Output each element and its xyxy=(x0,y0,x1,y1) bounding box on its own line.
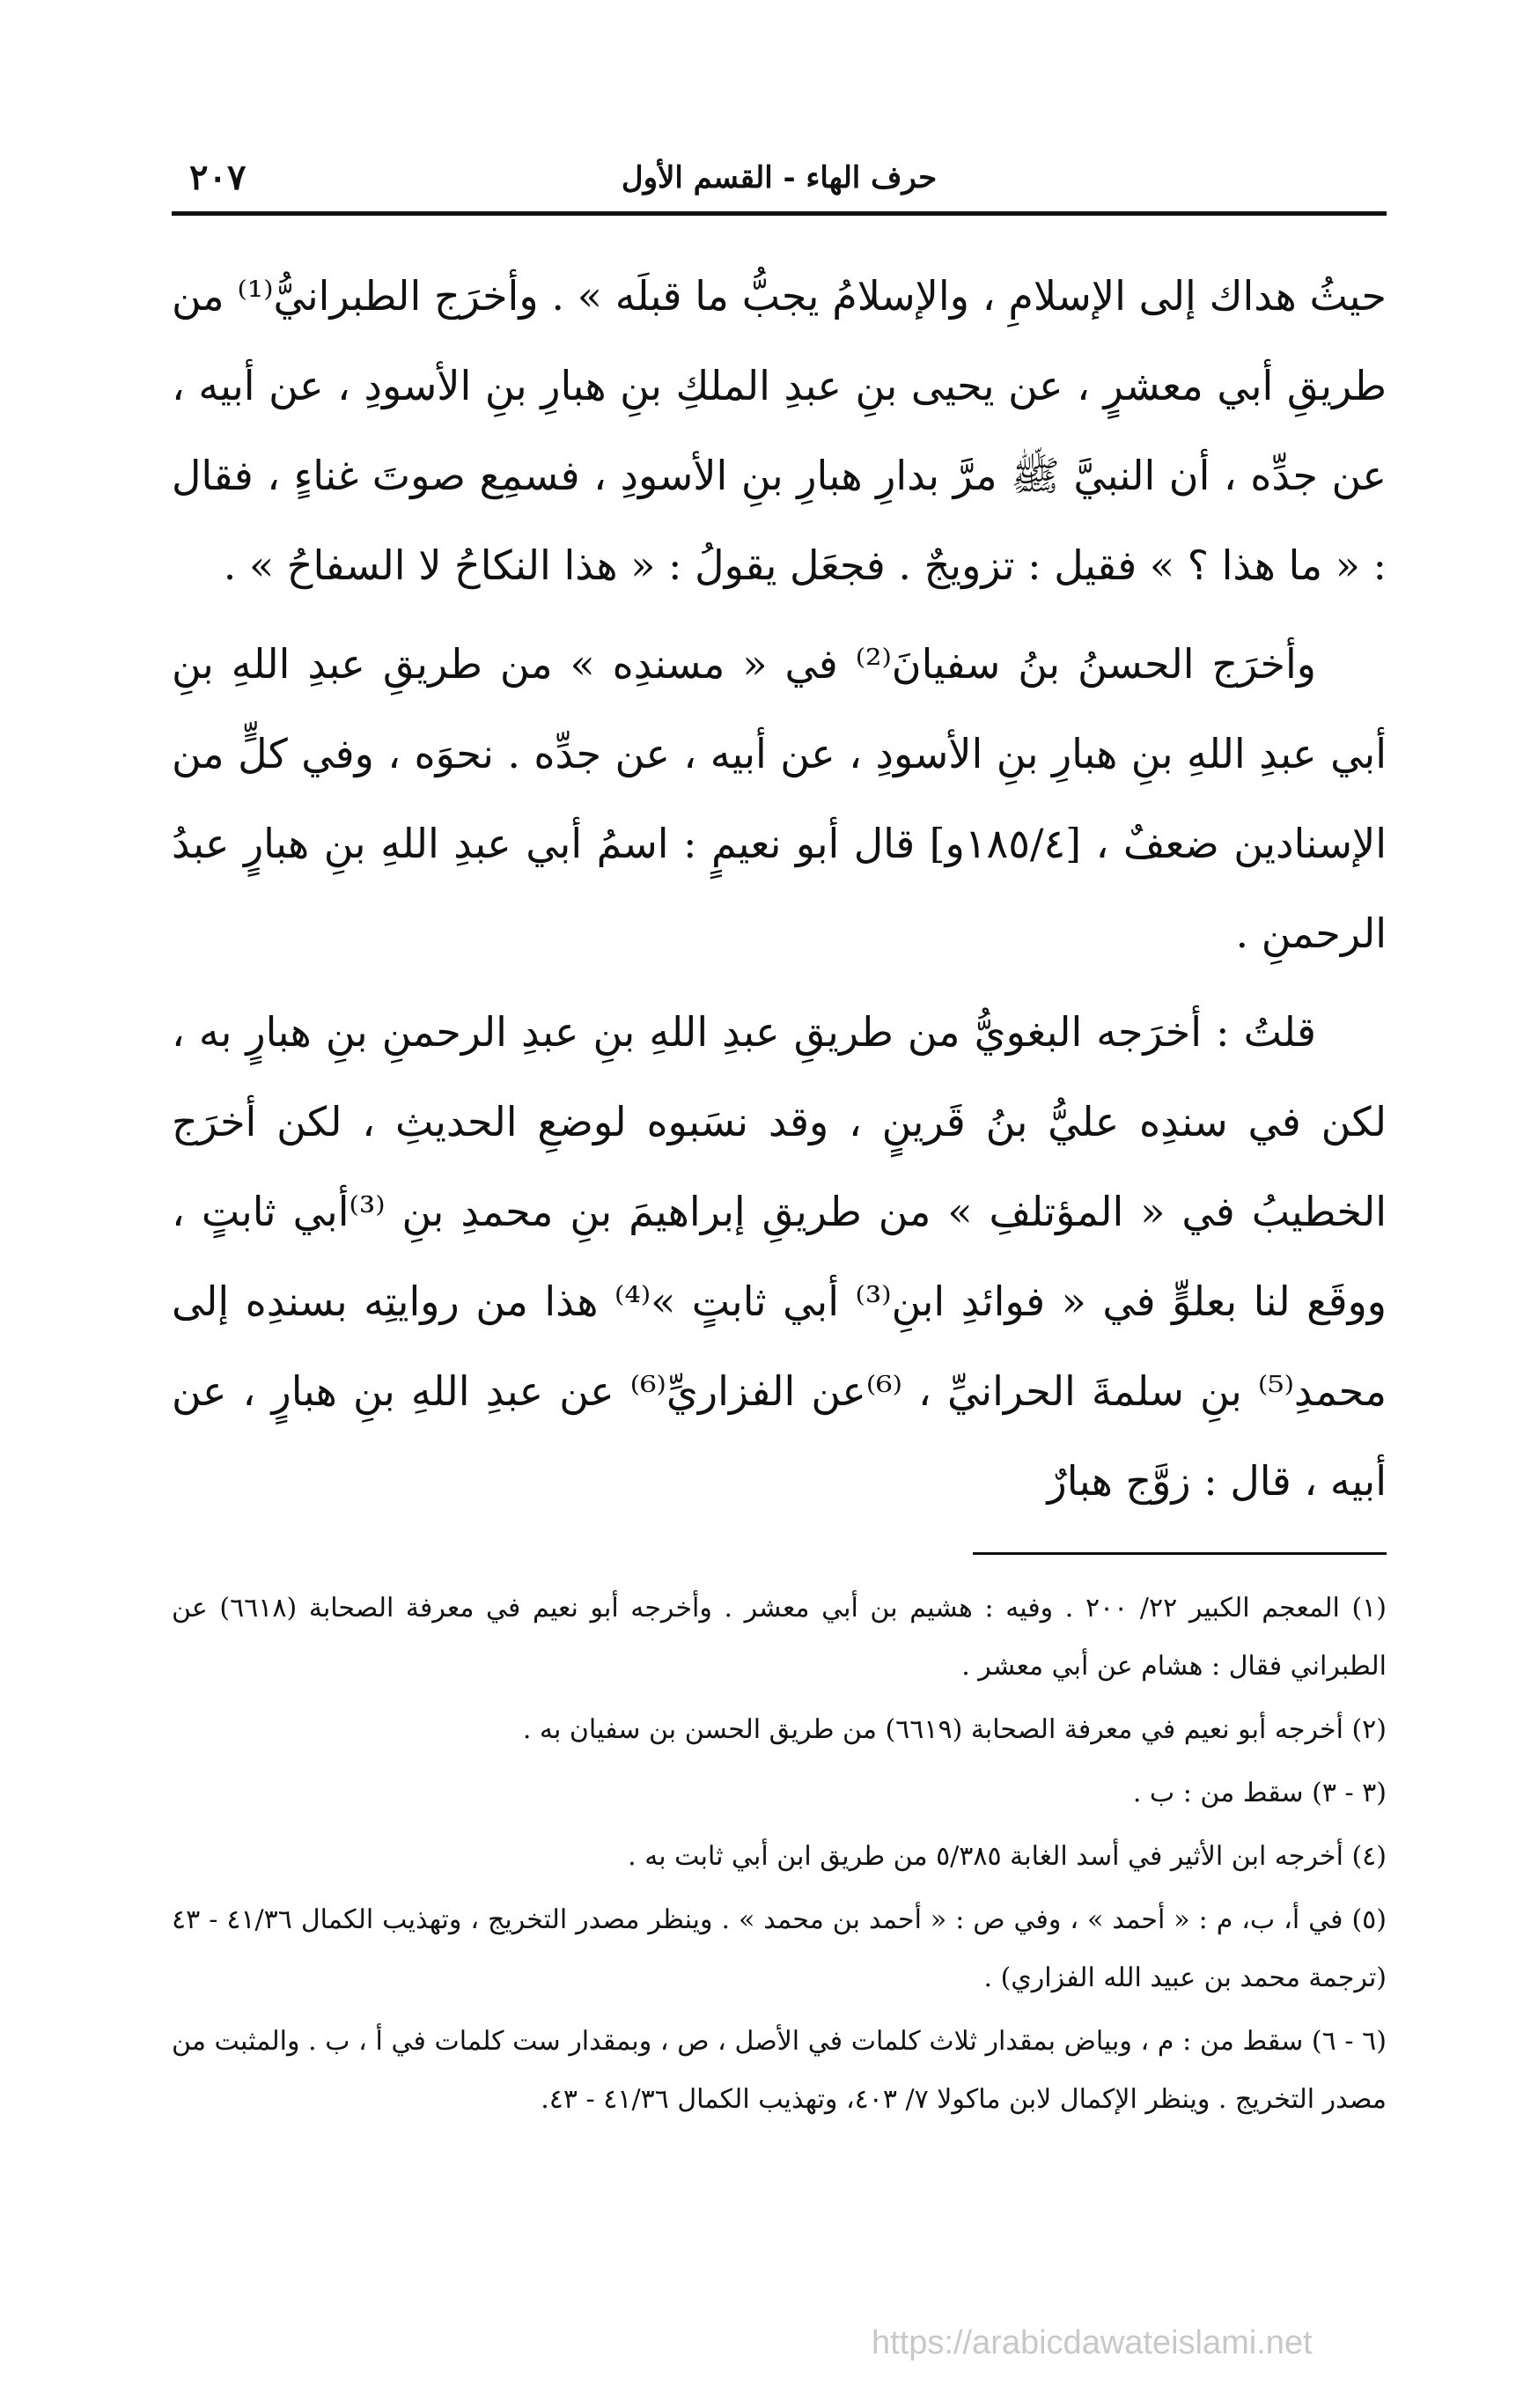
paragraph: وأخرَج الحسنُ بنُ سفيانَ⁽²⁾ في « مسندِه » من طريقِ عبدِ اللهِ بنِ أبي عبدِ اللهِ بنِ هبارِ بنِ الأسودِ ، عن أبيه ، عن جدِّه . نحوَه ، وفي كلٍّ من الإسنادين ضعفٌ ، [١٨٥/٤و] قال أبو نعيمٍ : اسمُ أبي عبدِ اللهِ بنِ هبارٍ عبدُ الرحمنِ . xyxy=(172,640,1387,957)
footnote: (٤) أخرجه ابن الأثير في أسد الغابة ٥/٣٨٥ من طريق ابن أبي ثابت به . xyxy=(628,1841,1387,1872)
running-header xyxy=(172,141,1387,216)
footnote: (٥) في أ، ب، م : « أحمد » ، وفي ص : « أحمد بن محمد » . وينظر مصدر التخريج ، وتهذيب الكمال ٤١/٣٦ - ٤٣ (ترجمة محمد بن عبيد الله الفزاري) . xyxy=(172,1904,1387,1993)
footnote-separator xyxy=(973,1552,1387,1555)
watermark-url: https://arabicdawateislami.net xyxy=(872,2324,1313,2361)
footnote: (٢) أخرجه أبو نعيم في معرفة الصحابة (٦٦١٩) من طريق الحسن بن سفيان به . xyxy=(522,1714,1387,1745)
footnotes xyxy=(172,1580,1387,2129)
paragraph: حيثُ هداك إلى الإسلامِ ، والإسلامُ يجبُّ ما قبلَه » . وأخرَج الطبرانيُّ⁽¹⁾ من طريقِ أبي معشرٍ ، عن يحيى بنِ عبدِ الملكِ بنِ هبارِ بنِ الأسودِ ، عن أبيه ، عن جدِّه ، أن النبيَّ ﷺ مرَّ بدارِ هبارِ بنِ الأسودِ ، فسمِع صوتَ غناءٍ ، فقال : « ما هذا ؟ » فقيل : تزويجٌ . فجعَل يقولُ : « هذا النكاحُ لا السفاحُ » . xyxy=(172,272,1387,589)
paragraph: قلتُ : أخرَجه البغويُّ من طريقِ عبدِ اللهِ بنِ عبدِ الرحمنِ بنِ هبارٍ به ، لكن في سندِه عليُّ بنُ قَرينٍ ، وقد نسَبوه لوضعِ الحديثِ ، لكن أخرَج الخطيبُ في « المؤتلفِ » من طريقِ إبراهيمَ بنِ محمدِ بنِ ⁽³⁾أبي ثابتٍ ، ووقَع لنا بعلوٍّ في « فوائدِ ابنِ⁽³⁾ أبي ثابتٍ »⁽⁴⁾ هذا من روايتِه بسندِه إلى محمدِ⁽⁵⁾ بنِ سلمةَ الحرانيِّ ، ⁽⁶⁾عن الفزاريِّ⁽⁶⁾ عن عبدِ اللهِ بنِ هبارٍ ، عن أبيه ، قال : زوَّج هبارٌ xyxy=(172,1008,1387,1505)
book-page xyxy=(172,141,1387,2360)
footnote: (١) المعجم الكبير ٢٢/ ٢٠٠ . وفيه : هشيم بن أبي معشر . وأخرجه أبو نعيم في معرفة الصحابة (٦٦١٨) عن الطبراني فقال : هشام عن أبي معشر . xyxy=(172,1593,1387,1682)
footnote: (٣ - ٣) سقط من : ب . xyxy=(1132,1778,1387,1808)
running-title: حرف الهاء - القسم الأول xyxy=(621,160,938,195)
page-number: ٢٠٧ xyxy=(189,157,247,198)
footnote: (٦ - ٦) سقط من : م ، وبياض بمقدار ثلاث كلمات في الأصل ، ص ، وبمقدار ست كلمات في أ ، ب . والمثبت من مصدر التخريج . وينظر الإكمال لابن ماكولا ٧/ ٤٠٣، وتهذيب الكمال ٤١/٣٦ - ٤٣. xyxy=(172,2026,1387,2115)
main-text xyxy=(172,251,1387,1526)
